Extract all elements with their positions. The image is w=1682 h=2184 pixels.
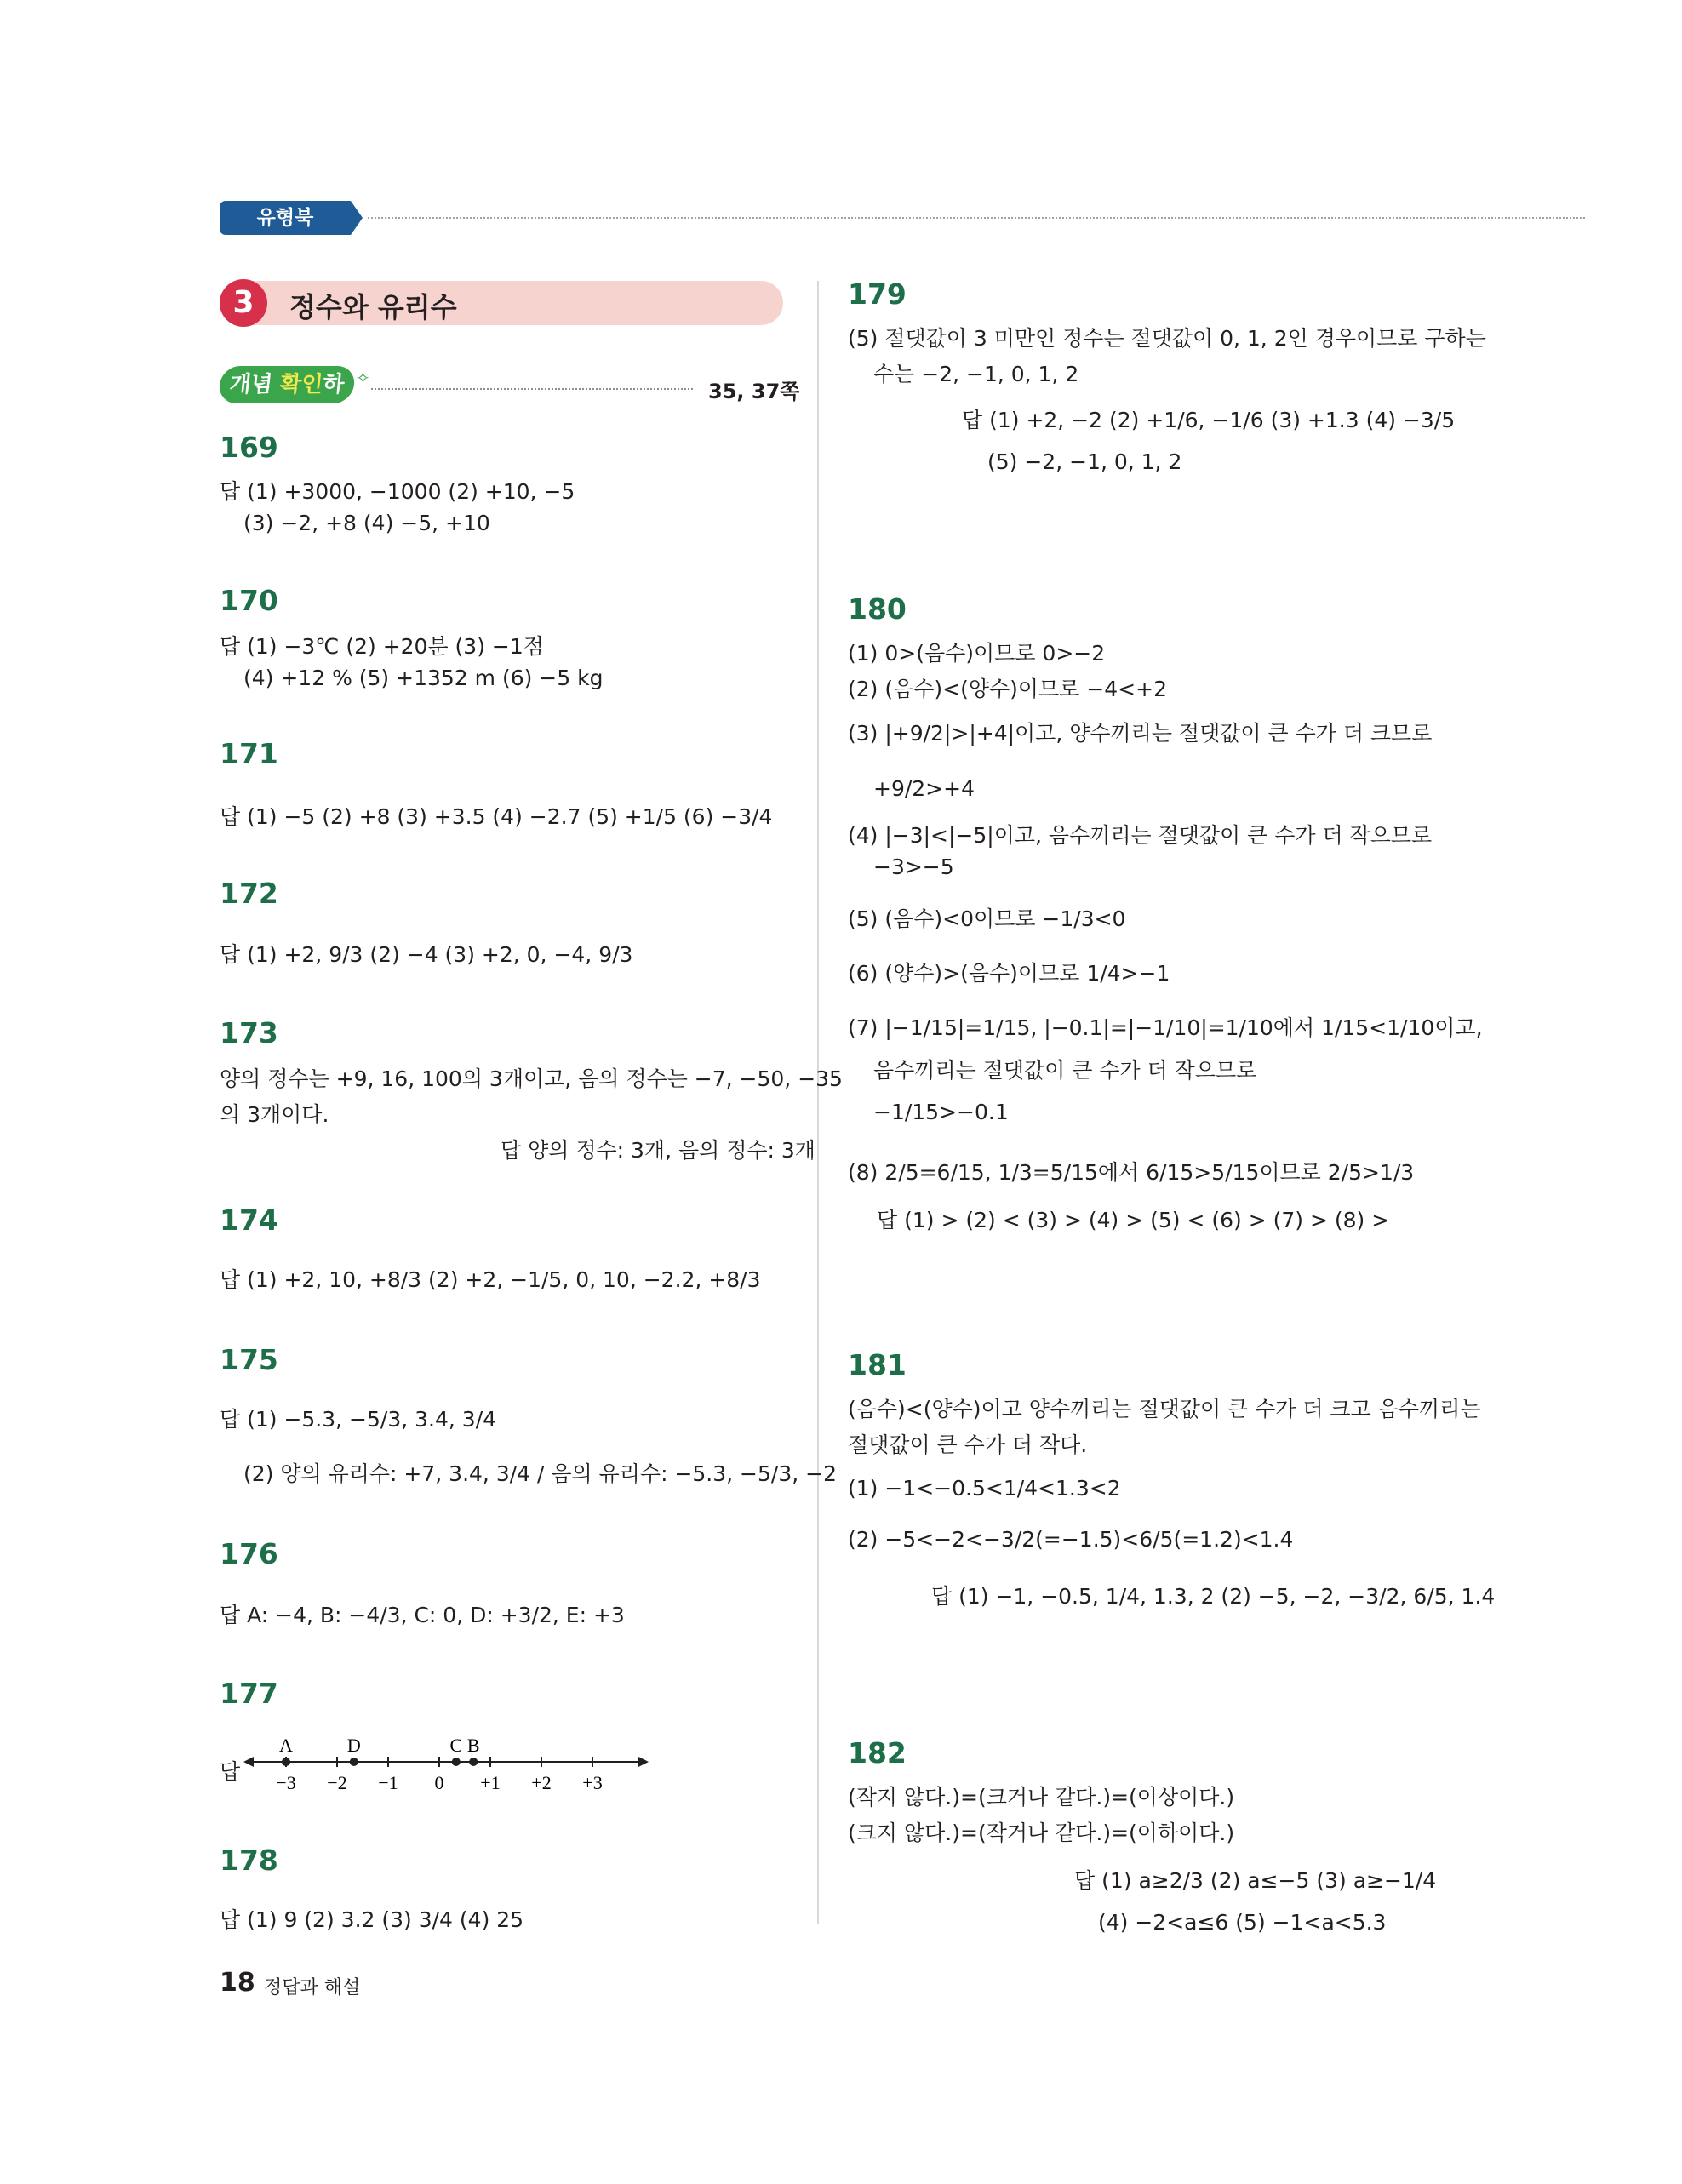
solution-line: (음수)<(양수)이고 양수끼리는 절댓값이 큰 수가 더 크고 음수끼리는 <box>848 1397 1481 1421</box>
number-line-point <box>469 1758 478 1766</box>
number-line-point-label: D <box>346 1736 361 1756</box>
number-line-point <box>282 1758 290 1766</box>
answer-line: 답 (1) −5 (2) +8 (3) +3.5 (4) −2.7 (5) +1/5 (6) −3/4 <box>220 804 773 829</box>
number-line-tick-label: +2 <box>531 1772 552 1793</box>
number-line-tick-label: −3 <box>276 1772 296 1793</box>
problem-number: 177 <box>220 1677 278 1710</box>
answer-line: 답 (1) −5.3, −5/3, 3.4, 3/4 <box>220 1407 497 1432</box>
number-line-point-label: A <box>279 1736 293 1756</box>
solution-line: (작지 않다.)=(크거나 같다.)=(이상이다.) <box>848 1785 1235 1810</box>
answer-line: 답 (1) +2, 10, +8/3 (2) +2, −1/5, 0, 10, −2.2, +8/3 <box>220 1267 761 1292</box>
right-arrow-icon <box>638 1757 649 1767</box>
problem-number: 181 <box>848 1348 907 1381</box>
chapter-number: 3 <box>220 279 267 327</box>
problem-number: 182 <box>848 1736 907 1769</box>
column-divider <box>817 281 819 1924</box>
solution-line: 의 3개이다. <box>220 1102 329 1127</box>
book-tag-arrow <box>351 201 363 235</box>
answer-line: (4) +12 % (5) +1352 m (6) −5 kg <box>243 666 604 690</box>
number-line-tick-label: +3 <box>582 1772 603 1793</box>
solution-line: (2) (음수)<(양수)이므로 −4<+2 <box>848 677 1167 701</box>
solution-line: 절댓값이 큰 수가 더 작다. <box>848 1432 1088 1457</box>
solution-line: −1/15>−0.1 <box>873 1100 1009 1124</box>
answer-line: 답 양의 정수: 3개, 음의 정수: 3개 <box>501 1138 815 1163</box>
solution-line: (크지 않다.)=(작거나 같다.)=(이하이다.) <box>848 1821 1235 1845</box>
answer-line: 답 (1) +3000, −1000 (2) +10, −5 <box>220 479 575 504</box>
solution-line: (1) 0>(음수)이므로 0>−2 <box>848 641 1106 666</box>
concept-check-badge <box>218 366 357 435</box>
solution-line: (7) |−1/15|=1/15, |−0.1|=|−1/10|=1/10에서 1/15<1/10이고, <box>848 1015 1483 1040</box>
header-divider <box>368 217 1585 219</box>
solution-line: 음수끼리는 절댓값이 큰 수가 더 작으므로 <box>873 1058 1257 1083</box>
left-arrow-icon <box>243 1757 254 1767</box>
concept-divider <box>371 388 693 390</box>
chapter-title: 정수와 유리수 <box>289 291 457 323</box>
solution-line: (5) (음수)<0이므로 −1/3<0 <box>848 906 1126 931</box>
solution-line: (4) |−3|<|−5|이고, 음수끼리는 절댓값이 큰 수가 더 작으므로 <box>848 823 1433 848</box>
answer-line: 답 (1) −1, −0.5, 1/4, 1.3, 2 (2) −5, −2, −3/2, 6/5, 1.4 <box>931 1584 1496 1609</box>
problem-number: 174 <box>220 1203 278 1237</box>
number-line-point-label: C <box>449 1736 463 1756</box>
answer-line: (2) 양의 유리수: +7, 3.4, 3/4 / 음의 유리수: −5.3, −5/3, −2 <box>243 1461 837 1486</box>
answer-line: 답 (1) −3℃ (2) +20분 (3) −1점 <box>220 634 544 659</box>
problem-number: 172 <box>220 877 278 910</box>
number-line-point <box>452 1758 461 1766</box>
answer-line: 답 <box>220 1759 241 1784</box>
problem-number: 171 <box>220 737 278 770</box>
number-line-tick-label: −2 <box>327 1772 347 1793</box>
solution-line: 수는 −2, −1, 0, 1, 2 <box>873 362 1079 386</box>
number-line <box>243 1736 652 1804</box>
number-line-tick-label: 0 <box>434 1772 444 1793</box>
problem-number: 179 <box>848 277 907 311</box>
answer-line: 답 (1) > (2) < (3) > (4) > (5) < (6) > (7) > (8) > <box>877 1208 1390 1232</box>
concept-label-b: 확인 <box>278 372 324 397</box>
answer-line: 답 (1) a≥2/3 (2) a≤−5 (3) a≥−1/4 <box>1074 1868 1437 1893</box>
solution-line: (1) −1<−0.5<1/4<1.3<2 <box>848 1476 1121 1501</box>
concept-pages: 35, 37쪽 <box>708 380 800 403</box>
number-line-point <box>350 1758 358 1766</box>
problem-number: 175 <box>220 1343 278 1376</box>
answer-line: (3) −2, +8 (4) −5, +10 <box>243 511 490 535</box>
solution-line: (3) |+9/2|>|+4|이고, 양수끼리는 절댓값이 큰 수가 더 크므로 <box>848 721 1433 746</box>
solution-line: 양의 정수는 +9, 16, 100의 3개이고, 음의 정수는 −7, −50, −35 <box>220 1066 843 1091</box>
answer-line: (4) −2<a≤6 (5) −1<a<5.3 <box>1098 1910 1387 1935</box>
problem-number: 176 <box>220 1537 278 1570</box>
footer-text: 정답과 해설 <box>264 1977 361 1998</box>
problem-number: 170 <box>220 584 278 617</box>
solution-line: −3>−5 <box>873 855 954 879</box>
problem-number: 180 <box>848 592 907 626</box>
concept-label-a: 개념 <box>228 372 282 397</box>
book-tag: 유형북 <box>220 201 351 235</box>
problem-number: 178 <box>220 1844 278 1877</box>
number-line-tick-label: +1 <box>480 1772 501 1793</box>
problem-number: 169 <box>220 431 278 464</box>
answer-line: 답 A: −4, B: −4/3, C: 0, D: +3/2, E: +3 <box>220 1603 625 1627</box>
solution-line: (5) 절댓값이 3 미만인 정수는 절댓값이 0, 1, 2인 경우이므로 구하는 <box>848 326 1486 351</box>
solution-line: (2) −5<−2<−3/2(=−1.5)<6/5(=1.2)<1.4 <box>848 1527 1294 1552</box>
answer-line: 답 (1) 9 (2) 3.2 (3) 3/4 (4) 25 <box>220 1907 524 1932</box>
sparkle-icon: ✧ <box>356 368 370 388</box>
solution-line: +9/2>+4 <box>873 776 975 801</box>
concept-label-c: 하기 <box>271 372 346 435</box>
solution-line: (6) (양수)>(음수)이므로 1/4>−1 <box>848 961 1170 986</box>
answer-line: (5) −2, −1, 0, 1, 2 <box>987 449 1182 474</box>
solution-line: (8) 2/5=6/15, 1/3=5/15에서 6/15>5/15이므로 2/5>1/3 <box>848 1160 1415 1185</box>
number-line-point-label: B <box>466 1736 480 1756</box>
answer-line: 답 (1) +2, 9/3 (2) −4 (3) +2, 0, −4, 9/3 <box>220 942 633 967</box>
number-line-tick-label: −1 <box>378 1772 398 1793</box>
page-number: 18 <box>220 1968 255 1998</box>
answer-line: 답 (1) +2, −2 (2) +1/6, −1/6 (3) +1.3 (4) −3/5 <box>962 408 1456 432</box>
problem-number: 173 <box>220 1016 278 1049</box>
